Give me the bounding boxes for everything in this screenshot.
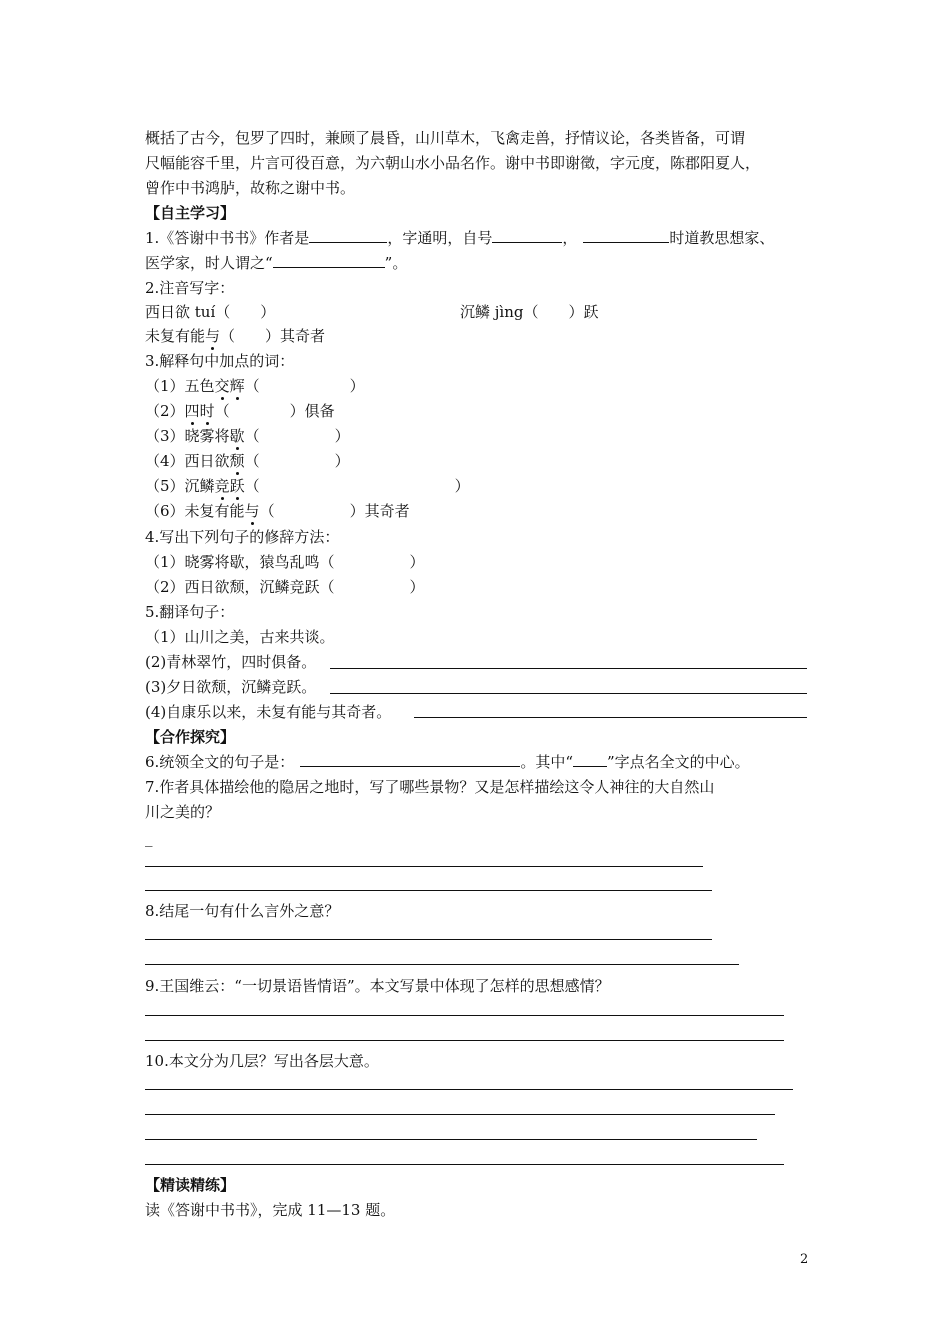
- q1-blank-dynasty[interactable]: [583, 228, 669, 243]
- q2-text: 未复有能: [145, 327, 206, 345]
- q5-item: (4)自康乐以来，未复有能与其奇者。: [145, 703, 392, 721]
- answer-line[interactable]: [145, 939, 712, 940]
- q6-text-c: ”字点名全文的中心。: [606, 753, 750, 771]
- reading-instruction: 读《答谢中书书》，完成 11—13 题。: [145, 1201, 396, 1219]
- q1-blank-title[interactable]: [273, 253, 385, 268]
- q1-text-e: 医学家，时人谓之“: [145, 254, 273, 272]
- q7-stray-mark: _: [145, 829, 153, 847]
- q3-answer-paren: （ ）俱备: [214, 402, 335, 420]
- answer-line[interactable]: [330, 693, 807, 694]
- q3-item: [145, 501, 410, 521]
- q1-text-b: ，字通明，自号: [387, 229, 493, 247]
- intro-line-3: 曾作中书鸿胪，故称之谢中书。: [145, 179, 356, 197]
- q6-blank-sentence[interactable]: [300, 752, 520, 767]
- question-2-title: 2.注音写字：: [145, 279, 235, 297]
- q3-dotted-char: 时: [199, 402, 215, 420]
- answer-line[interactable]: [145, 866, 703, 867]
- q3-dotted-char: 四: [184, 402, 200, 420]
- answer-line[interactable]: [145, 1114, 775, 1115]
- q3-item-text: （4）西日欲: [145, 452, 230, 470]
- q1-text-c: ，: [562, 229, 578, 247]
- q2-item-tui: 西日欲 tuí（ ）: [145, 303, 276, 321]
- question-9: 9.王国维云：“一切景语皆情语”。本文写景中体现了怎样的思想感情？: [145, 977, 610, 995]
- q1-blank-alias[interactable]: [492, 228, 562, 243]
- q3-dotted-char: 竞: [214, 477, 230, 495]
- question-10: 10.本文分为几层？写出各层大意。: [145, 1052, 379, 1070]
- q5-item: (2)青林翠竹，四时俱备。: [145, 653, 317, 671]
- question-4-title: 4.写出下列句子的修辞方法：: [145, 528, 340, 546]
- answer-line[interactable]: [414, 717, 807, 718]
- q1-text-d: 时道教思想家、: [669, 229, 775, 247]
- question-7-line-1: 7.作者具体描绘他的隐居之地时，写了哪些景物？又是怎样描绘这令人神往的大自然山: [145, 778, 715, 796]
- q3-answer-paren: （ ）: [244, 377, 365, 395]
- q3-dotted-char: 跃: [229, 477, 245, 495]
- q3-item-text: （1）五色: [145, 377, 215, 395]
- q6-text-b: 。其中“: [520, 753, 573, 771]
- question-5-title: 5.翻译句子：: [145, 603, 235, 621]
- q3-answer-paren: （ ）: [244, 452, 350, 470]
- q3-item: [145, 476, 470, 496]
- q2-dotted-char: 与: [205, 327, 221, 345]
- question-1-line-2: [145, 253, 407, 273]
- q3-dotted-char: 交: [214, 377, 230, 395]
- q4-item: （1）晓雾将歇，猿鸟乱鸣（ ）: [145, 553, 425, 571]
- q4-item: （2）西日欲颓，沉鳞竞跃（ ）: [145, 578, 425, 596]
- intro-line-2: 尺幅能容千里，片言可役百意，为六朝山水小品名作。谢中书即谢徵，字元度，陈郡阳夏人，: [145, 154, 761, 172]
- q2-item-jing: 沉鳞 jìng（ ）跃: [460, 303, 599, 321]
- question-7-line-2: 川之美的？: [145, 803, 221, 821]
- answer-line[interactable]: [145, 890, 712, 891]
- answer-line[interactable]: [145, 1139, 757, 1140]
- answer-line[interactable]: [330, 668, 807, 669]
- q6-text-a: 6.统领全文的句子是：: [145, 753, 295, 771]
- q2-paren: （ ）其奇者: [220, 327, 326, 345]
- q6-blank-char[interactable]: [573, 752, 607, 767]
- q3-dotted-char: 与: [244, 502, 260, 520]
- q5-item: （1）山川之美，古来共谈。: [145, 628, 335, 646]
- page-number: 2: [800, 1252, 809, 1267]
- q1-blank-author[interactable]: [309, 228, 387, 243]
- question-8: 8.结尾一句有什么言外之意？: [145, 902, 340, 920]
- intro-line-1: 概括了古今，包罗了四时，兼顾了晨昏，山川草木，飞禽走兽，抒情议论，各类皆备，可谓: [145, 129, 746, 147]
- q3-answer-paren: （ ）: [244, 477, 470, 495]
- answer-line[interactable]: [145, 1015, 784, 1016]
- section-intensive-reading: 【精读精练】: [145, 1176, 236, 1194]
- question-1-line-1: [145, 228, 774, 248]
- q3-answer-paren: （ ）: [244, 427, 350, 445]
- q3-dotted-char: 歇: [229, 427, 245, 445]
- section-cooperative-inquiry: 【合作探究】: [145, 728, 236, 746]
- q3-item: [145, 376, 365, 396]
- answer-line[interactable]: [145, 1164, 784, 1165]
- q3-dotted-char: 颓: [229, 452, 245, 470]
- q3-item-text: （3）晓雾将: [145, 427, 230, 445]
- answer-line[interactable]: [145, 1040, 784, 1041]
- q3-item: [145, 426, 350, 446]
- answer-line[interactable]: [145, 1089, 793, 1090]
- q1-text-a: 1.《答谢中书书》作者是: [145, 229, 310, 247]
- q3-answer-paren: （ ）其奇者: [259, 502, 410, 520]
- answer-line[interactable]: [145, 964, 739, 965]
- question-3-title: 3.解释句中加点的词：: [145, 352, 295, 370]
- question-6: [145, 752, 750, 772]
- q3-item-text: （5）沉鳞: [145, 477, 215, 495]
- q3-item-text: （2）: [145, 402, 185, 420]
- q5-item: (3)夕日欲颓，沉鳞竞跃。: [145, 678, 317, 696]
- section-self-study: 【自主学习】: [145, 204, 236, 222]
- q2-item-yu: [145, 326, 325, 346]
- q3-item: [145, 451, 350, 471]
- q3-dotted-char: 辉: [229, 377, 245, 395]
- q3-item: [145, 401, 335, 421]
- q3-item-text: （6）未复有能: [145, 502, 245, 520]
- q1-text-f: ”。: [384, 254, 408, 272]
